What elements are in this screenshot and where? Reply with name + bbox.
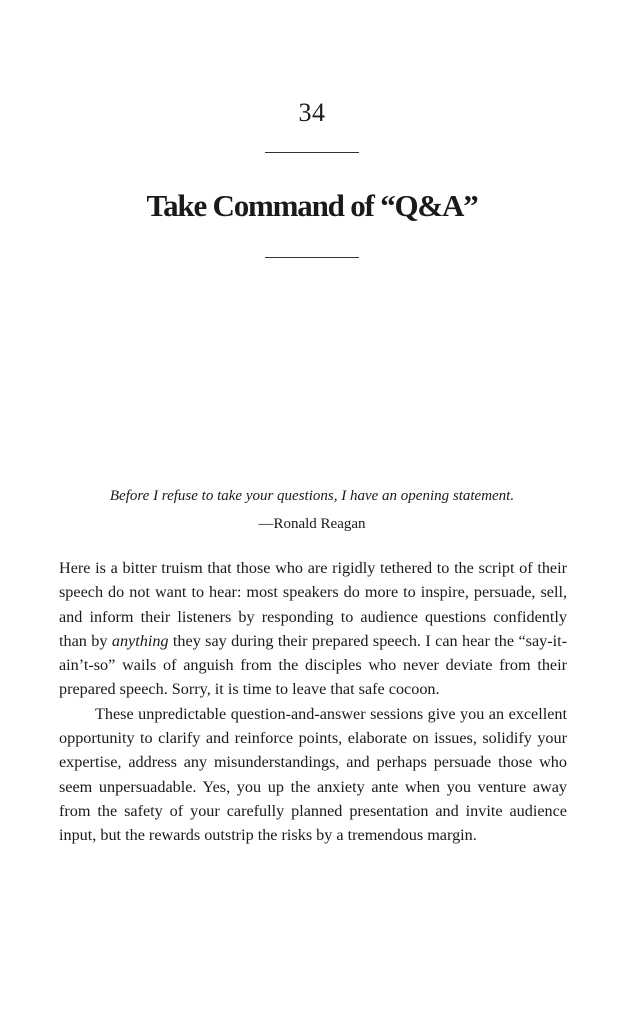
body-paragraph-1-text-b: they say during their prepared speech. I can hear the “say-it-ain’t-so” wails of anguish from the disciples who never deviate from their prepared speech. Sorry, it is time to leave that safe cocoon. xyxy=(59,631,567,699)
body-paragraph-2: These unpredictable question-and-answer sessions give you an excellent opportunity to clarify and reinforce points, elaborate on issues, solidify your expertise, address any misunderstandings, and perhaps persuade those who seem unpersuadable. Yes, you up the anxiety ante when you venture away from the safety of your carefully planned presentation and invite audience input, but the rewards outstrip the risks by a tremendous margin. xyxy=(59,704,567,845)
body-paragraph-1-emphasis: anything xyxy=(111,631,169,650)
body-paragraph-1 xyxy=(59,556,567,702)
epigraph-quote: Before I refuse to take your questions, I have an opening statement. xyxy=(109,488,515,504)
chapter-number: 34 xyxy=(298,98,326,127)
title-rule-bottom xyxy=(265,257,359,258)
epigraph xyxy=(60,486,564,534)
body-text xyxy=(59,556,567,848)
body-paragraph-1-text-a: Here is a bitter truism that those who are rigidly tethered to the script of their speech do not want to hear: most speakers do more to inspire, persuade, sell, and inform their listeners by responding to audience questions confidently than by xyxy=(59,559,567,650)
chapter-title: Take Command of “Q&A” xyxy=(146,188,478,223)
title-rule-top xyxy=(265,152,359,153)
epigraph-attribution: —Ronald Reagan xyxy=(258,516,366,532)
